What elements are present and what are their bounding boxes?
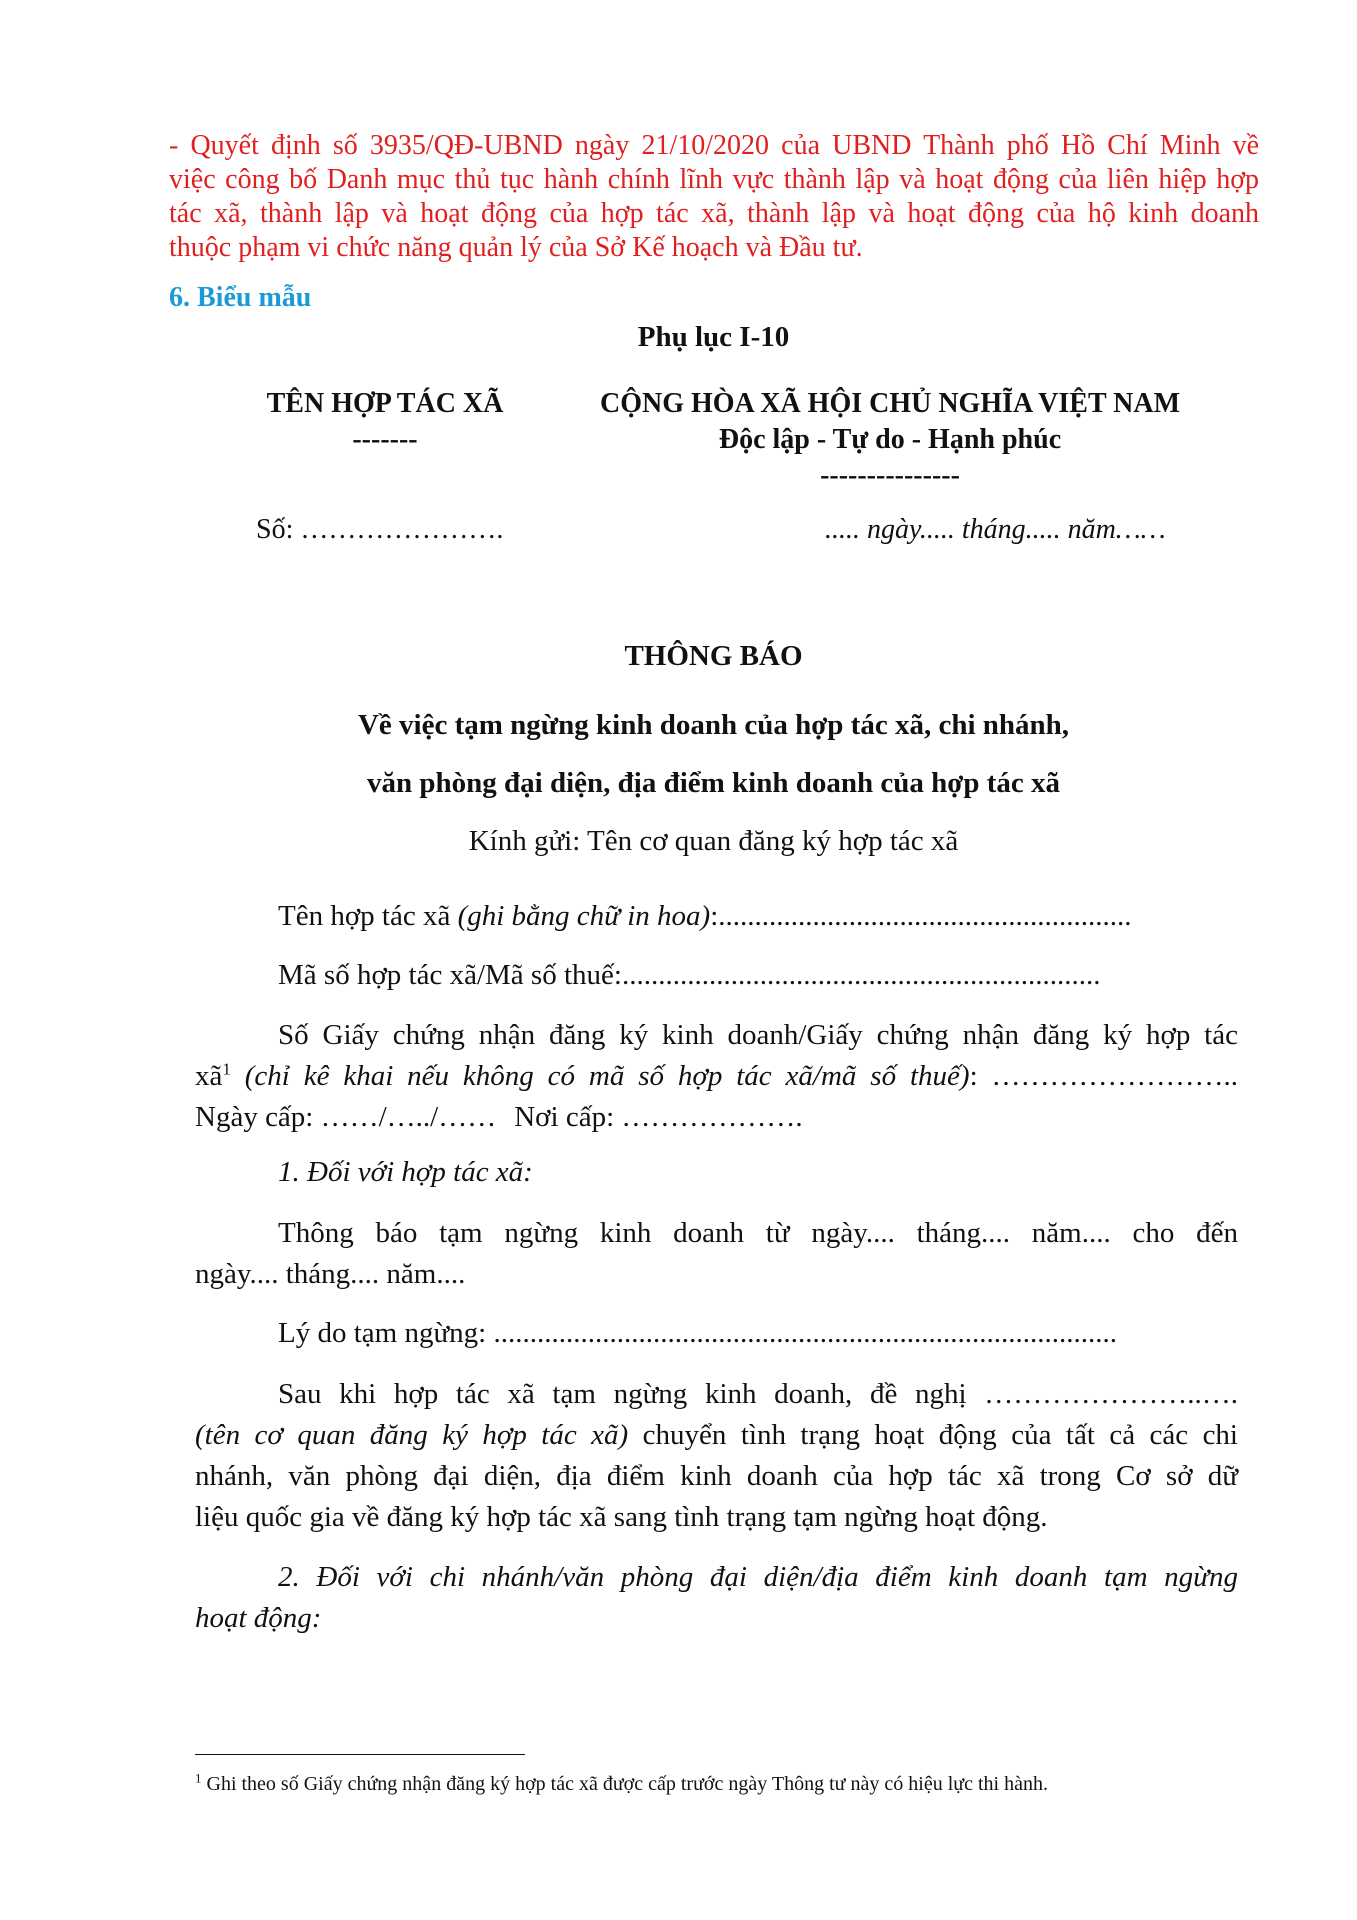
suspend-line: Thông báo tạm ngừng kinh doanh từ ngày.... tháng.... năm.... cho đến <box>278 1217 1238 1249</box>
intro-line: - Quyết định số 3935/QĐ-UBND ngày 21/10/2020 của UBND Thành phố Hồ Chí Minh về <box>169 130 1259 161</box>
section-2-heading: 2. Đối với chi nhánh/văn phòng đại diện/địa điểm kinh doanh tạm ngừng hoạt động: <box>195 1561 1238 1634</box>
intro-paragraph <box>169 129 1259 265</box>
reason-label: Lý do tạm ngừng: <box>278 1317 494 1349</box>
section-heading: 6. Biểu mẫu <box>169 282 312 313</box>
after-line: liệu quốc gia về đăng ký hợp tác xã sang tình trạng tạm ngừng hoạt động. <box>195 1501 1048 1533</box>
after-line: (tên cơ quan đăng ký hợp tác xã) chuyển tình trạng hoạt động của tất cả các chi <box>195 1419 1238 1451</box>
name-label: Tên hợp tác xã <box>278 900 458 932</box>
suspend-paragraph <box>195 1213 1238 1295</box>
cert-dots: : …………………….. <box>969 1060 1238 1092</box>
cert-hint: (chỉ kê khai nếu không có mã số hợp tác xã/mã số thuế) <box>230 1060 970 1092</box>
issue-date: Ngày cấp: ……/…../…… <box>195 1101 497 1133</box>
org-dashes: ------- <box>352 424 418 455</box>
date-line: ..... ngày..... tháng..... năm…… <box>825 514 1166 545</box>
cert-line: Số Giấy chứng nhận đăng ký kinh doanh/Giấy chứng nhận đăng ký hợp tác <box>278 1019 1238 1051</box>
tax-field <box>278 955 1238 996</box>
document-title: THÔNG BÁO <box>624 640 803 672</box>
subtitle-line: Về việc tạm ngừng kinh doanh của hợp tác xã, chi nhánh, <box>357 709 1070 741</box>
section-1-heading: 1. Đối với hợp tác xã: <box>278 1156 533 1188</box>
cert-paragraph <box>195 1015 1238 1138</box>
reason-field <box>278 1313 1238 1354</box>
after-line: nhánh, văn phòng đại diện, địa điểm kinh doanh của hợp tác xã trong Cơ sở dữ <box>195 1460 1238 1492</box>
motto: Độc lập - Tự do - Hạnh phúc <box>718 424 1062 455</box>
recipient-line: Kính gửi: Tên cơ quan đăng ký hợp tác xã <box>468 825 959 857</box>
footnote-ref: 1 <box>222 1059 231 1079</box>
intro-line: tác xã, thành lập và hoạt động của hợp tác xã, thành lập và hoạt động của hộ kinh doanh <box>169 198 1259 229</box>
issue-line <box>195 1097 1238 1138</box>
tax-label: Mã số hợp tác xã/Mã số thuế: <box>278 959 622 991</box>
tax-dots: .................................................................. <box>621 959 1101 991</box>
footnote-text: Ghi theo số Giấy chứng nhận đăng ký hợp tác xã được cấp trước ngày Thông tư này có hiệu lực thi hành. <box>201 1773 1048 1795</box>
document-subtitle <box>0 696 1357 812</box>
right-header <box>560 386 1220 494</box>
after-line: Sau khi hợp tác xã tạm ngừng kinh doanh, đề nghị …………………..…. <box>278 1378 1238 1410</box>
footnote-divider <box>195 1754 525 1755</box>
reason-dots: ...................................................................................... <box>493 1317 1117 1349</box>
name-field <box>278 896 1238 937</box>
cert-line: $xã^1$ (chỉ kê khai nếu không có mã số hợp tác xã/mã số thuế): …………………….. <box>195 1059 1238 1092</box>
name-hint: (ghi bằng chữ in hoa) <box>457 900 711 932</box>
document-number: Số: …………………. <box>256 514 504 545</box>
intro-line: thuộc phạm vi chức năng quản lý của Sở Kế hoạch và Đầu tư. <box>169 232 863 263</box>
footnote <box>195 1770 1048 1796</box>
after-paragraph <box>195 1374 1238 1538</box>
motto-dashes: --------------- <box>820 460 960 491</box>
org-name: TÊN HỢP TÁC XÃ <box>266 388 504 419</box>
left-header <box>230 386 540 458</box>
footnote-mark: 1 <box>195 1770 202 1786</box>
issue-place: Nơi cấp: ………………. <box>514 1101 803 1133</box>
subtitle-line: văn phòng đại diện, địa điểm kinh doanh của hợp tác xã <box>367 767 1060 799</box>
name-dots: :......................................................... <box>710 900 1132 932</box>
intro-line: việc công bố Danh mục thủ tục hành chính lĩnh vực thành lập và hoạt động của liên hiệp hợp <box>169 164 1259 195</box>
country-name: CỘNG HÒA XÃ HỘI CHỦ NGHĨA VIỆT NAM <box>599 388 1181 419</box>
appendix-title: Phụ lục I-10 <box>637 321 790 353</box>
suspend-line: ngày.... tháng.... năm.... <box>195 1258 466 1290</box>
